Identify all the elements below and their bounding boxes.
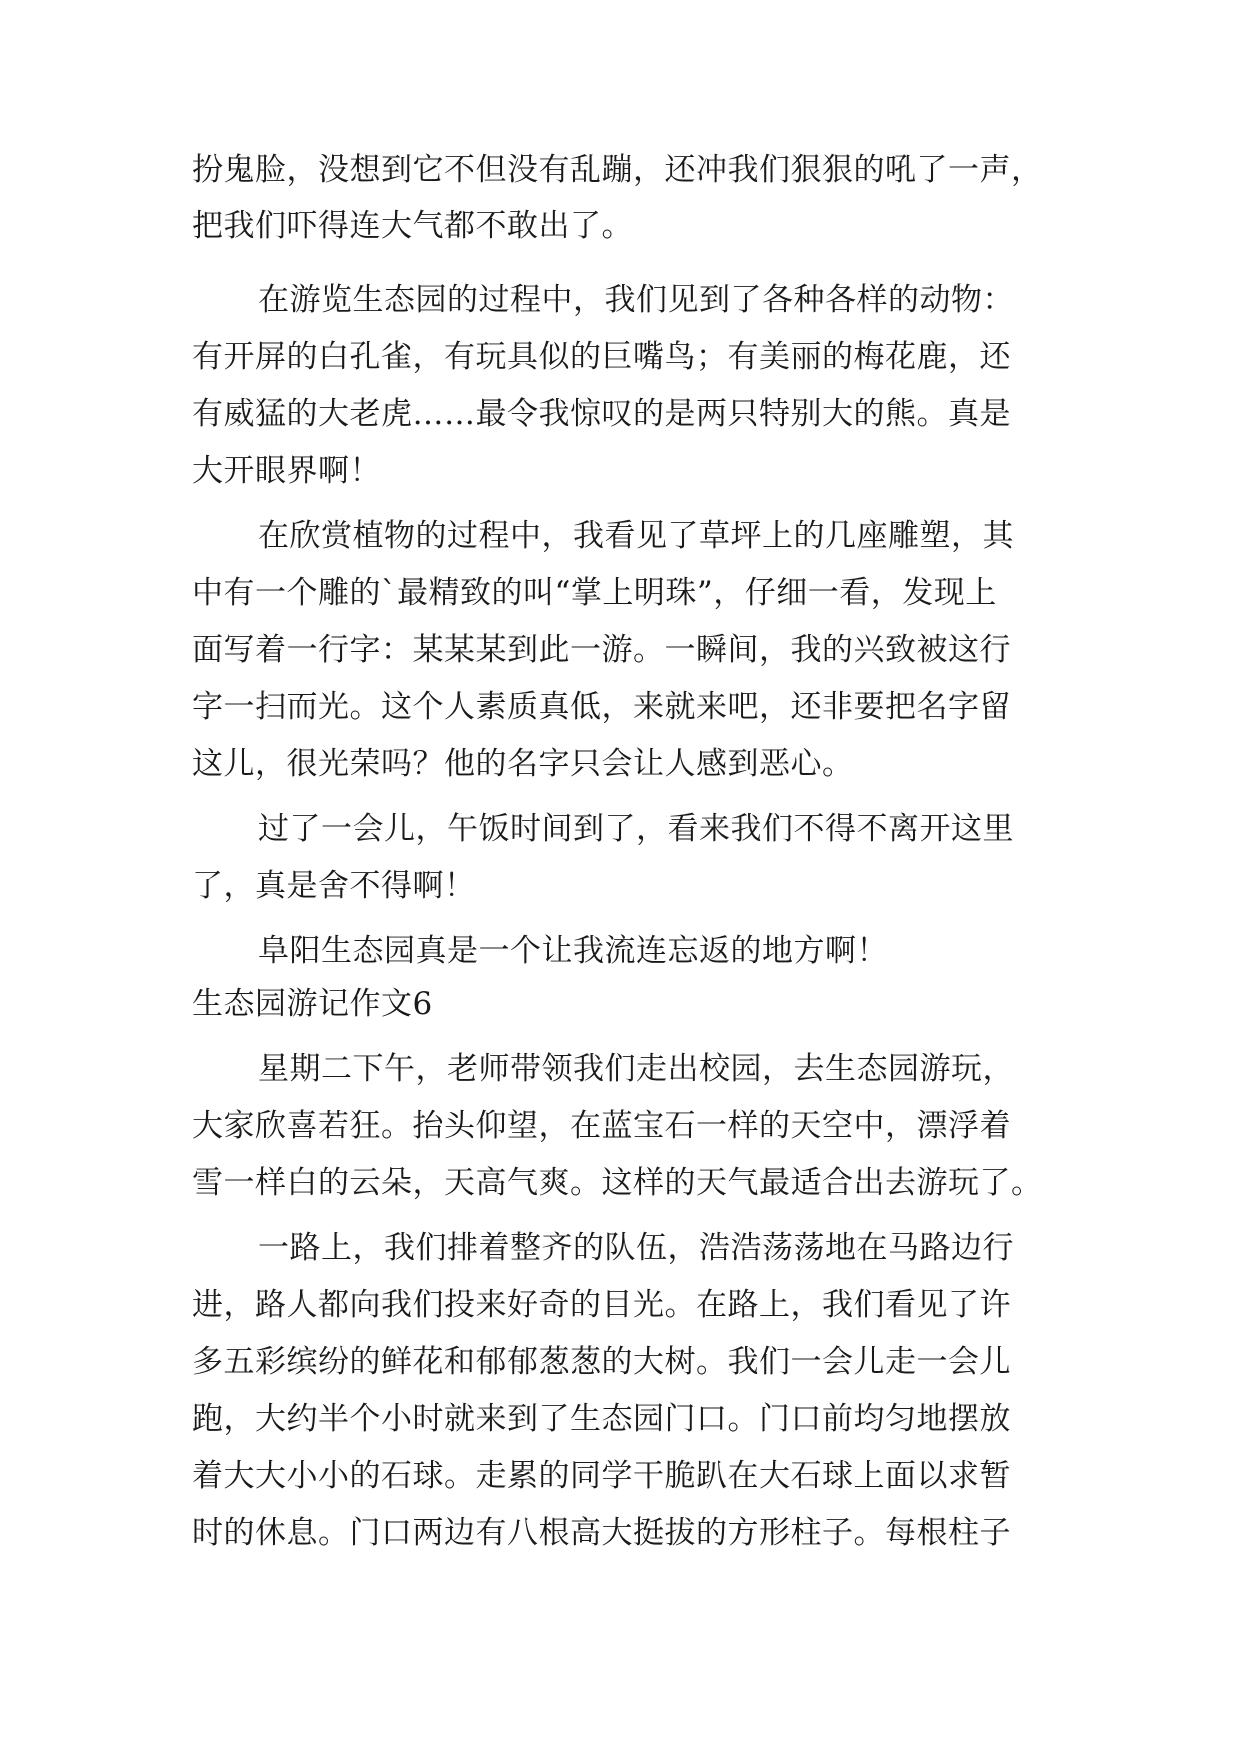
text-line: 着大大小小的石球。走累的同学干脆趴在大石球上面以求暂 — [192, 1458, 1011, 1494]
text-line: 跑，大约半个小时就来到了生态园门口。门口前均匀地摆放 — [192, 1401, 1011, 1437]
text-line: 把我们吓得连大气都不敢出了。 — [192, 208, 633, 244]
text-line: 多五彩缤纷的鲜花和郁郁葱葱的大树。我们一会儿走一会儿 — [192, 1344, 1011, 1380]
section-heading: 生态园游记作文6 — [192, 986, 433, 1022]
text-line: 扮鬼脸，没想到它不但没有乱蹦，还冲我们狠狠的吼了一声， — [192, 152, 1043, 188]
text-line: 中有一个雕的`最精致的叫“掌上明珠”，仔细一看，发现上 — [192, 575, 997, 611]
text-line: 字一扫而光。这个人素质真低，来就来吧，还非要把名字留 — [192, 689, 1011, 725]
text-line: 过了一会儿，午饭时间到了，看来我们不得不离开这里 — [258, 811, 1014, 847]
text-line: 这儿，很光荣吗？他的名字只会让人感到恶心。 — [192, 746, 854, 782]
text-line: 大家欣喜若狂。抬头仰望，在蓝宝石一样的天空中，漂浮着 — [192, 1108, 1011, 1144]
text-line: 进，路人都向我们投来好奇的目光。在路上，我们看见了许 — [192, 1287, 1011, 1323]
text-line: 在游览生态园的过程中，我们见到了各种各样的动物： — [258, 282, 1014, 318]
text-line: 一路上，我们排着整齐的队伍，浩浩荡荡地在马路边行 — [258, 1230, 1014, 1266]
text-line: 在欣赏植物的过程中，我看见了草坪上的几座雕塑，其 — [258, 518, 1014, 554]
text-line: 星期二下午，老师带领我们走出校园，去生态园游玩， — [258, 1051, 1014, 1087]
text-line: 了，真是舍不得啊！ — [192, 868, 476, 904]
text-line: 有开屏的白孔雀，有玩具似的巨嘴鸟；有美丽的梅花鹿，还 — [192, 339, 1011, 375]
text-line: 阜阳生态园真是一个让我流连忘返的地方啊！ — [258, 933, 888, 969]
text-line: 雪一样白的云朵，天高气爽。这样的天气最适合出去游玩了。 — [192, 1165, 1043, 1201]
text-line: 有威猛的大老虎……最令我惊叹的是两只特别大的熊。真是 — [192, 396, 1011, 432]
text-line: 面写着一行字：某某某到此一游。一瞬间，我的兴致被这行 — [192, 632, 1011, 668]
text-line: 大开眼界啊！ — [192, 453, 381, 489]
text-line: 时的休息。门口两边有八根高大挺拔的方形柱子。每根柱子 — [192, 1515, 1011, 1551]
